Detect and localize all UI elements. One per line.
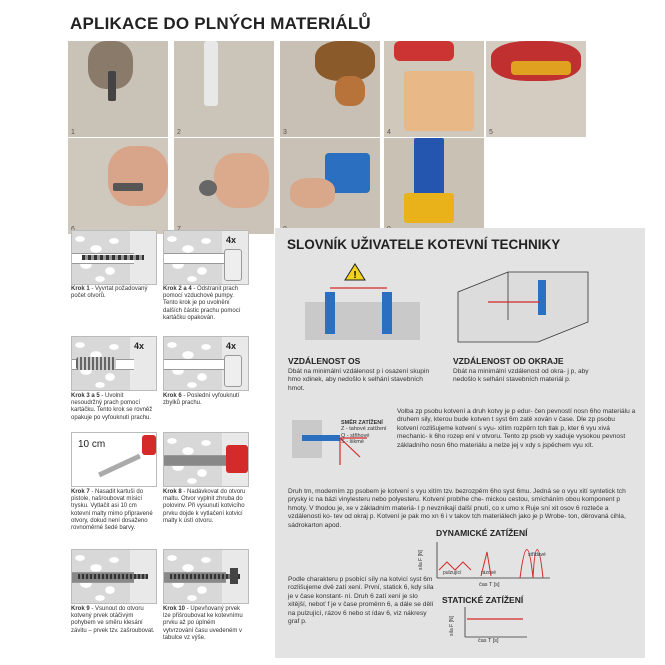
photo-step-9 [384,138,484,234]
step-diagram-5 [71,432,157,487]
glossary-title: SLOVNÍK UŽIVATELE KOTEVNÍ TECHNIKY [287,237,561,252]
step-diagram-8 [163,549,249,604]
step-diagram-3 [71,336,157,391]
static-y-axis-label: síla F [N] [449,615,455,636]
axis-distance-text: Dbát na minimální vzdálenost p i osazení skupin hmo xdinek, aby nedošlo k selhání stavebních hmot. [288,368,430,392]
photo-step-8 [280,138,380,234]
photo-step-3: 3 [280,41,380,137]
axis-distance-heading: VZDÁLENOST OS [288,356,361,366]
static-load-chart [455,605,530,640]
step-caption-1: Krok 1 - Vyvrtat požadovaný počet otvorů. [71,286,148,300]
dynamic-x-axis-label: čas T [s] [479,582,500,588]
dynamic-load-chart [425,540,555,588]
page-title: APLIKACE DO PLNÝCH MATERIÁLŮ [70,14,371,33]
step-diagram-1 [71,230,157,285]
photo-step-1: 1 [68,41,168,137]
step-diagram-7 [71,549,157,604]
svg-text:!: ! [353,270,357,281]
step-diagram-6 [163,432,249,487]
repeat-badge: 4x [226,341,237,351]
dynamic-pulse-label: pulzující [443,570,462,576]
edge-distance-heading: VZDÁLENOST OD OKRAJE [453,356,564,366]
photo-step-2: 2 [174,41,274,137]
load-direction-legend: SMĚR ZATÍŽENÍ Z - tahové zatížení Q - střihové S - šikmé [341,420,387,446]
dynamic-impact-label: rázové [481,570,497,576]
edge-distance-text: Dbát na minimální vzdálenost od okra- j p, aby nedošlo k selhání stavebních materiál p. [453,368,589,384]
dynamic-y-axis-label: síla F [N] [418,549,424,570]
dynamic-load-heading: DYNAMICKÉ ZATÍŽENÍ [436,528,528,538]
step-caption-4: Krok 6 - Poslední vyfouknutí zbylků prachu. [163,393,240,407]
repeat-badge: 4x [134,341,145,351]
static-x-axis-label: čas T [s] [478,638,499,644]
step-caption-6: Krok 8 - Nadávkovat do otvoru maltu. Otvor vyplnit zhruba do polovinv. Při vysunutí kotvicího prvku dojde k vytlačení kotvicí malty k ústí otvoru. [163,489,246,524]
anchor-spacing-diagram [300,262,425,344]
anchor-method-paragraph: Volba zp psobu kotvení a druh kotvy je p edur- čen pevností nosn 6ho materiálu a druhem sily, kterou bude kotven t syst 6m zatě xován v čase. Dle zp psobu kotvení rozlišujeme kotvení s vyu- xitím rozpěrn tch tlak p, kter 6 vyu xivá mechanic- k 6ho rozep ení v otvoru. Tento zp psob vy xaduje vysokou pevnost základního nosn 6ho materiálu a nelze jej v xdy s jspěchem vyu xít. [397,408,636,449]
dynamic-alternating-label: střídavé [528,552,546,558]
photo-step-7 [174,138,274,234]
step-caption-8: Krok 10 - Upevňovaný prvek lze přišroubovat ke kotevnímu prvku až po úplném vytvrzování času uvedeném v tabulce vz výše. [163,606,243,641]
load-type-paragraph: Podle charakteru p psobící síly na kotvicí syst 6m rozlišujeme dvě zatí xení. První, statick 6, kdy síla je v čase konstant- ní. Druh 6 zatí xení je slo xitější, neboť f je v čase proměnn 6, a dále se dělí na pulzující, rázov 6 nebo st ídav 6, viz nákresy graf p. [288,576,434,626]
edge-distance-diagram [448,262,598,347]
photo-step-5: 5 [486,41,586,137]
photo-step-4: 4 [384,41,484,137]
step-caption-3: Krok 3 a 5 - Uvolnit nesoudržný prach pomocí kartáčku. Tento krok se rovněž opakuje po vyfouknutí prachu. [71,393,153,421]
step-caption-2: Krok 2 a 4 - Odstranit prach pomocí vzduchové pumpy. Tento krok je po uvolnění dalších částic prachu pomocí kartáčku opakován. [163,286,241,321]
step-caption-5: Krok 7 - Nasadit kartuši do pistole, našroubovat mísicí trysku. Vytlačit asi 10 cm kotevní malty mimo připravené otvory, dokud není dosaženo rovnoměrné šedé barvy. [71,489,153,532]
repeat-badge: 4x [226,235,237,245]
static-load-heading: STATICKÉ ZATÍŽENÍ [442,595,524,605]
step-diagram-4 [163,336,249,391]
photo-step-6 [68,138,168,234]
chemical-anchor-paragraph: Druh tm, moderním zp psobem je kotvení s vyu xitím tzv. bezrozpěrn 6ho syst 6mu. Jedná se o vyu xití syntetick tch prysky ic na bázi vinylesteru nebo polyesteru. Kotvení probíhe che- mickou cestou, smícháním obou komponent p hmoty. V thodou je, xe v základním materiá- l p nevznikají další pnutí, co x umo x Ruje sní xit osov 6 rozteče a vzdálenosti ko- tev od okraj p. Kotvení je pak mo xn 6 i v takov tch materiálech jako je p Wrobe- ton, děrovaná cihla, sádrokarton apod. [288,488,626,529]
step-diagram-2 [163,230,249,285]
step-caption-7: Krok 9 - Vsunout do otvoru kotvený prvek otáčivým pohybem ve směru klesání závitu – prvek tzv. zašroubovat. [71,606,155,634]
length-label: 10 cm [78,439,106,450]
